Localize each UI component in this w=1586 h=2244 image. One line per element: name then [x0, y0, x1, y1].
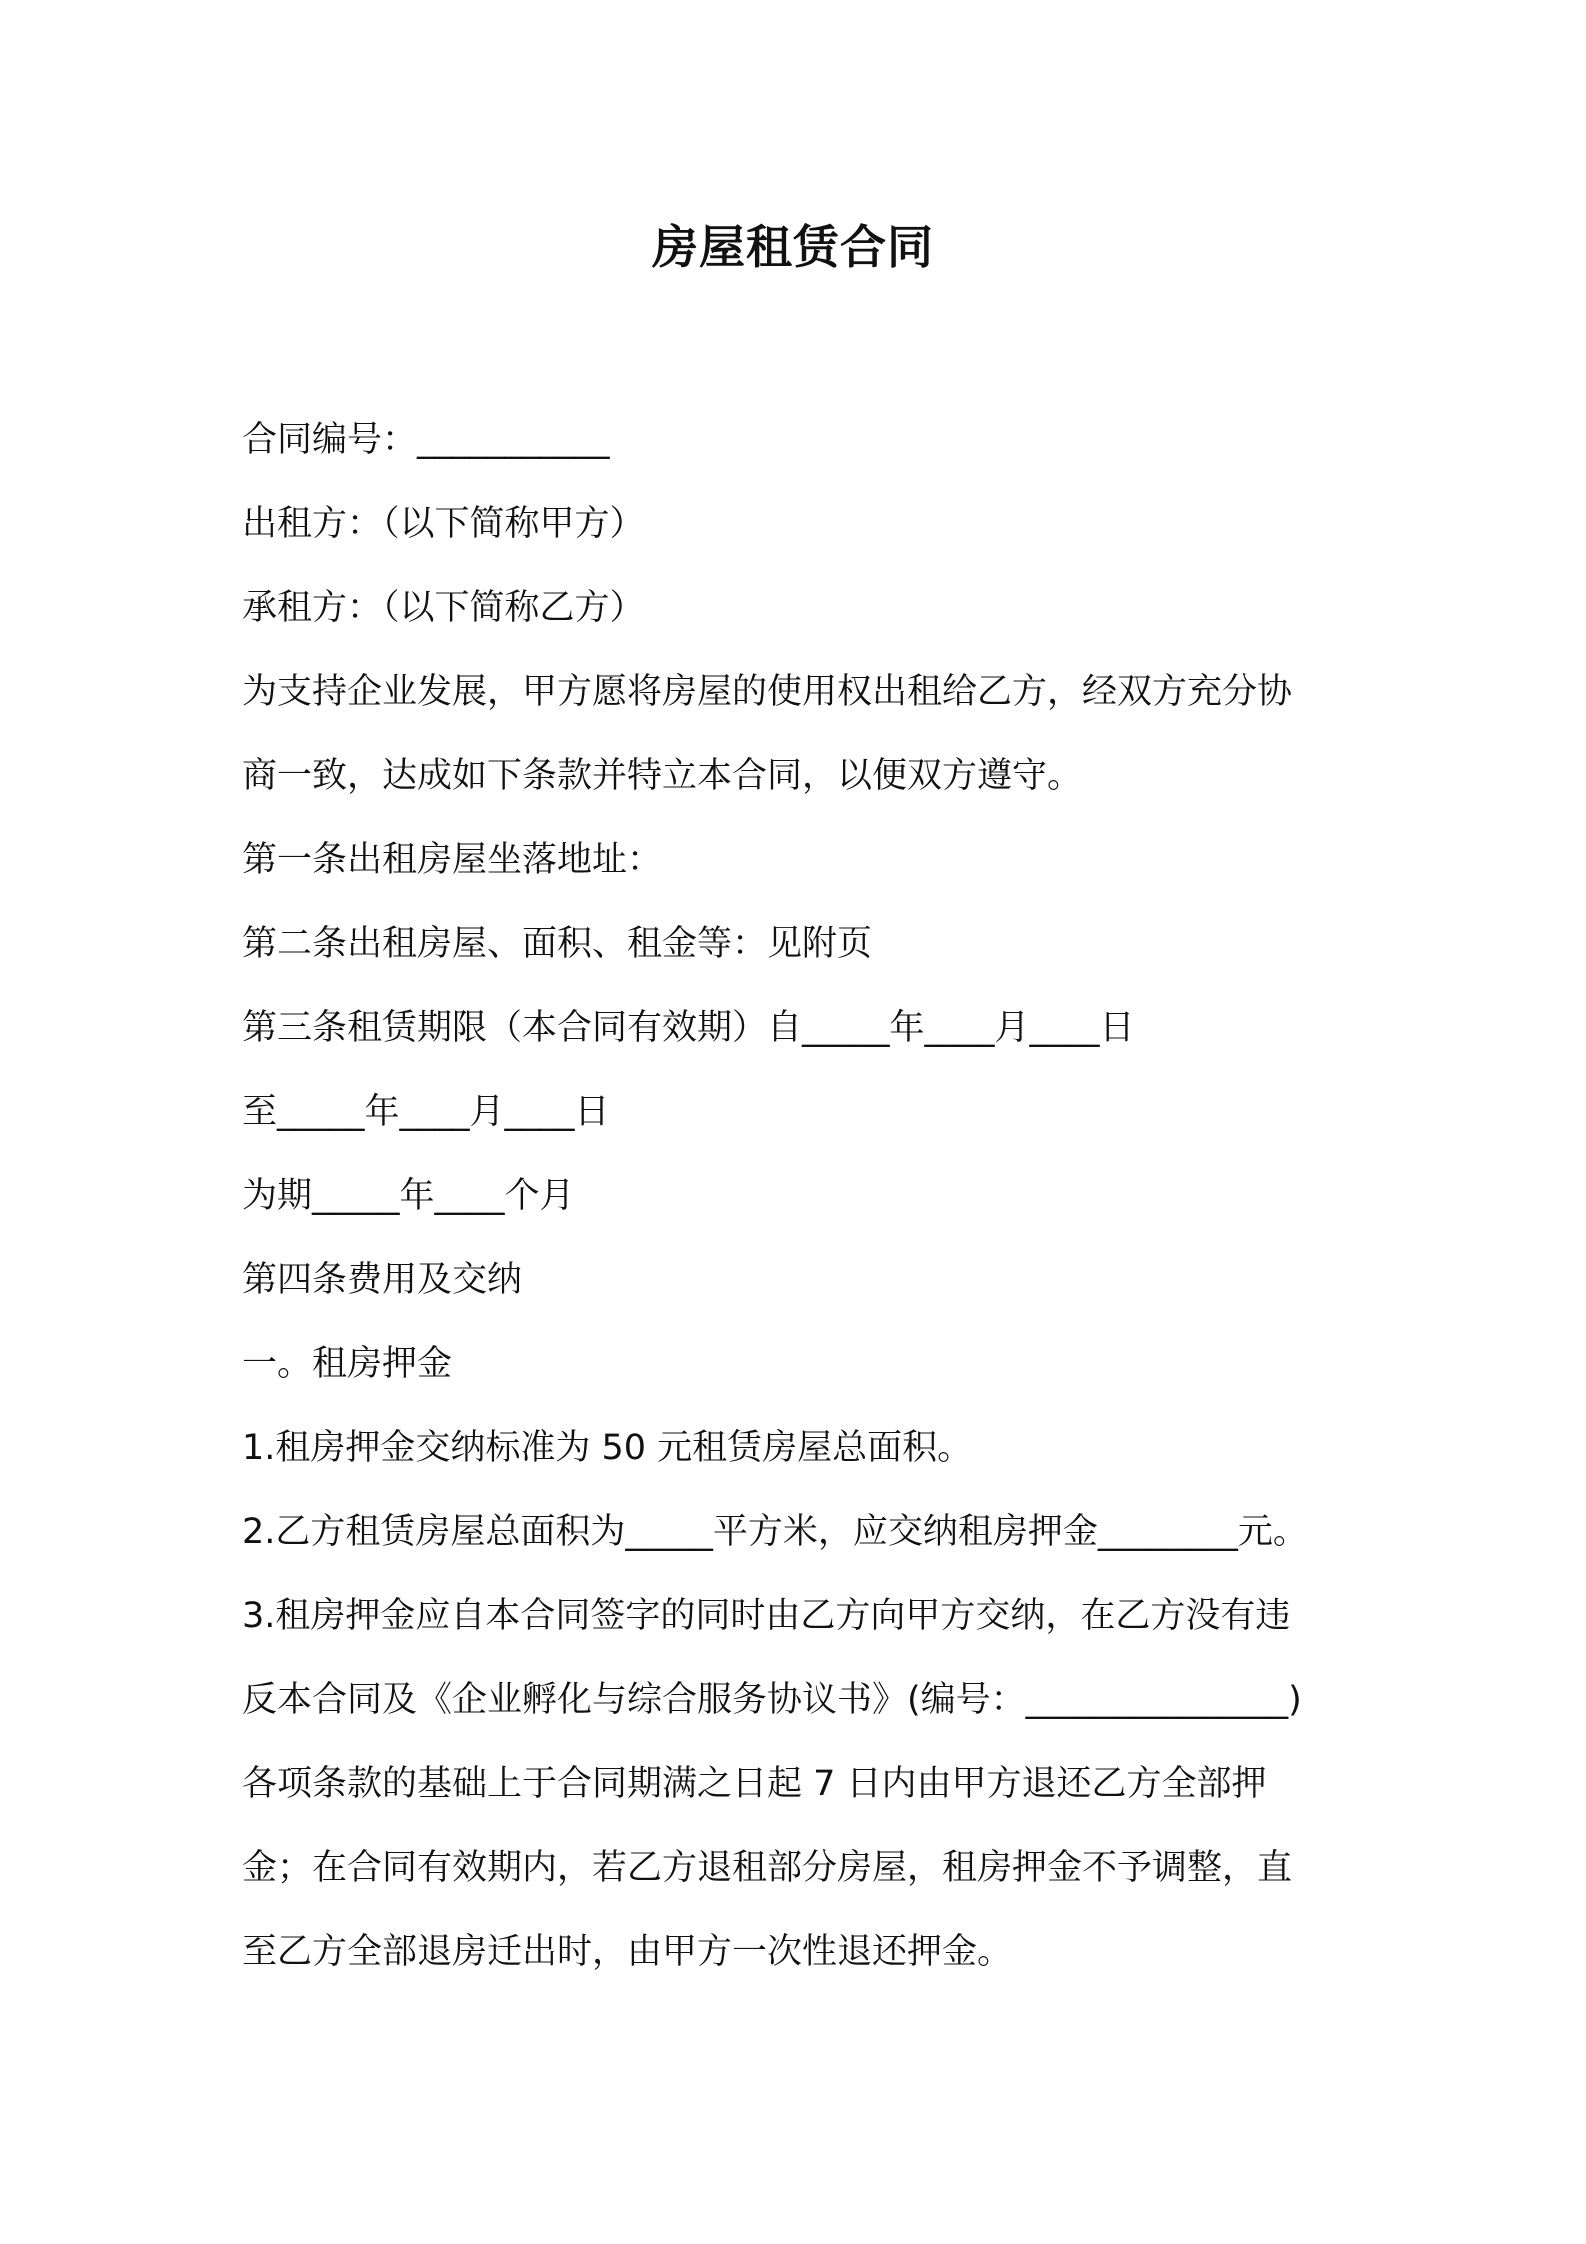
deposit-item-3-line-4: 金；在合同有效期内，若乙方退租部分房屋，租房押金不予调整，直	[242, 1848, 1293, 1888]
deposit-item-3-line-2: 反本合同及《企业孵化与综合服务协议书》(编号：_______________)	[242, 1680, 1302, 1720]
document-body	[242, 398, 1392, 1994]
article-1-line: 第一条出租房屋坐落地址：	[242, 840, 663, 880]
deposit-item-1: 1.租房押金交纳标准为 50 元租赁房屋总面积。	[242, 1428, 973, 1468]
preamble-line-2: 商一致，达成如下条款并特立本合同，以便双方遵守。	[242, 756, 1083, 796]
lessor-line: 出租方：（以下简称甲方）	[242, 504, 645, 544]
deposit-heading: 一。租房押金	[242, 1344, 453, 1384]
deposit-item-3-line-3: 各项条款的基础上于合同期满之日起 7 日内由甲方退还乙方全部押	[242, 1764, 1267, 1804]
lessee-line: 承租方：（以下简称乙方）	[242, 588, 645, 628]
article-3-line-1: 第三条租赁期限（本合同有效期）自_____年____月____日	[242, 1008, 1135, 1048]
article-3-line-3: 为期_____年____个月	[242, 1176, 575, 1216]
article-2-line: 第二条出租房屋、面积、租金等：见附页	[242, 924, 873, 964]
document-title: 房屋租赁合同	[652, 220, 934, 274]
deposit-item-3-line-1: 3.租房押金应自本合同签字的同时由乙方向甲方交纳，在乙方没有违	[242, 1596, 1291, 1636]
preamble-line-1: 为支持企业发展，甲方愿将房屋的使用权出租给乙方，经双方充分协	[242, 672, 1293, 712]
contract-number-line: 合同编号：___________	[242, 420, 610, 460]
article-4-heading: 第四条费用及交纳	[242, 1260, 523, 1300]
deposit-item-2: 2.乙方租赁房屋总面积为_____平方米，应交纳租房押金________元。	[242, 1512, 1308, 1552]
article-3-line-2: 至_____年____月____日	[242, 1092, 610, 1132]
deposit-item-3-line-5: 至乙方全部退房迁出时，由甲方一次性退还押金。	[242, 1932, 1013, 1972]
